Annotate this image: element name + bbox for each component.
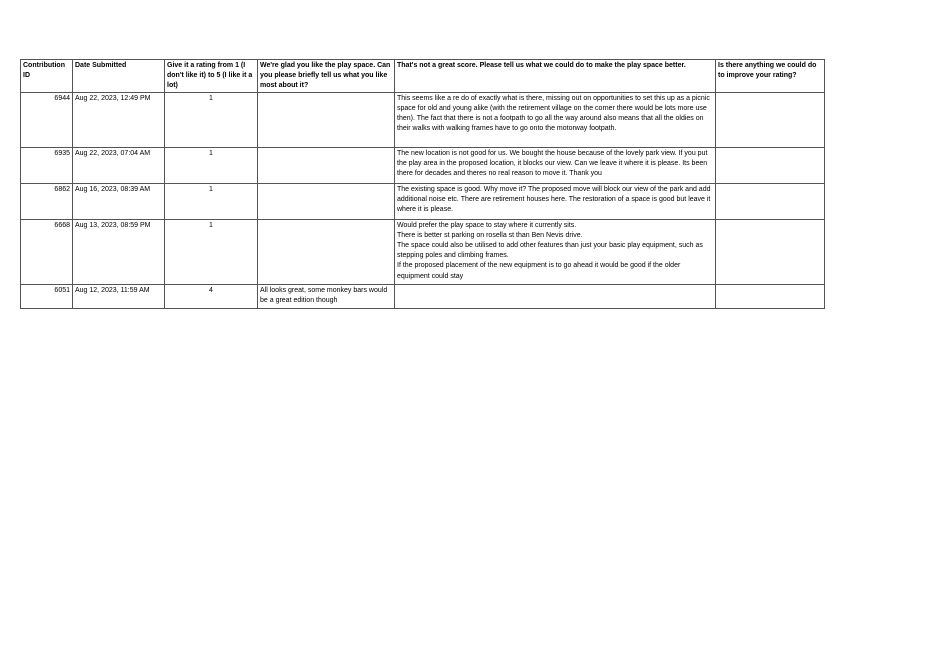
survey-results-table	[20, 59, 825, 309]
cell-rating-improve	[716, 219, 825, 284]
cell-rating-improve	[716, 284, 825, 308]
cell-date: Aug 22, 2023, 12:49 PM	[73, 92, 165, 147]
cell-rating-improve	[716, 92, 825, 147]
cell-contribution-id: 6862	[21, 183, 73, 219]
col-header-improve-rating: Is there anything we could do to improve your rating?	[716, 60, 825, 93]
cell-liked	[258, 92, 395, 147]
cell-improve: Would prefer the play space to stay where it currently sits. There is better st parking on rosella st than Ben Nevis drive. The space could also be utilised to add other features than just your basic play equipment, such as stepping poles and climbing frames. If the proposed placement of the new equipment is to go ahead it would be good if the older equipment could stay	[395, 219, 716, 284]
cell-contribution-id: 6668	[21, 219, 73, 284]
cell-improve: The existing space is good. Why move it? The proposed move will block our view of the park and add additional noise etc. There are retirement houses here. The restoration of a space is good but leave it where it is please.	[395, 183, 716, 219]
table-row	[21, 183, 825, 219]
cell-liked: All looks great, some monkey bars would be a great edition though	[258, 284, 395, 308]
cell-date: Aug 16, 2023, 08:39 AM	[73, 183, 165, 219]
cell-contribution-id: 6935	[21, 147, 73, 183]
table-row	[21, 147, 825, 183]
cell-rating: 4	[165, 284, 258, 308]
cell-date: Aug 13, 2023, 08:59 PM	[73, 219, 165, 284]
cell-liked	[258, 183, 395, 219]
table-row	[21, 284, 825, 308]
survey-results-sheet	[20, 59, 825, 309]
cell-improve	[395, 284, 716, 308]
col-header-liked: We're glad you like the play space. Can you please briefly tell us what you like most about it?	[258, 60, 395, 93]
cell-liked	[258, 219, 395, 284]
col-header-rating: Give it a rating from 1 (I don't like it) to 5 (I like it a lot)	[165, 60, 258, 93]
cell-rating-improve	[716, 147, 825, 183]
table-row	[21, 219, 825, 284]
col-header-date-submitted: Date Submitted	[73, 60, 165, 93]
cell-date: Aug 22, 2023, 07:04 AM	[73, 147, 165, 183]
cell-improve: This seems like a re do of exactly what is there, missing out on opportunities to set this up as a picnic space for old and young alike (with the retirement village on the corner there would be lots more use then). The fact that there is not a footpath to go all the way around also means that all the oldies on their walks with walking frames have to go onto the motorway footpath.	[395, 92, 716, 147]
cell-rating: 1	[165, 219, 258, 284]
cell-contribution-id: 6051	[21, 284, 73, 308]
cell-contribution-id: 6944	[21, 92, 73, 147]
table-row	[21, 92, 825, 147]
cell-rating: 1	[165, 147, 258, 183]
cell-rating: 1	[165, 183, 258, 219]
col-header-contribution-id: Contribution ID	[21, 60, 73, 93]
cell-improve: The new location is not good for us. We bought the house because of the lovely park view. If you put the play area in the proposed location, it blocks our view. Can we leave it where it is please. Its been there for decades and theres no real reason to move it. Thank you	[395, 147, 716, 183]
table-header-row	[21, 60, 825, 93]
cell-rating-improve	[716, 183, 825, 219]
col-header-improve: That's not a great score. Please tell us what we could do to make the play space better.	[395, 60, 716, 93]
cell-date: Aug 12, 2023, 11:59 AM	[73, 284, 165, 308]
cell-liked	[258, 147, 395, 183]
cell-rating: 1	[165, 92, 258, 147]
